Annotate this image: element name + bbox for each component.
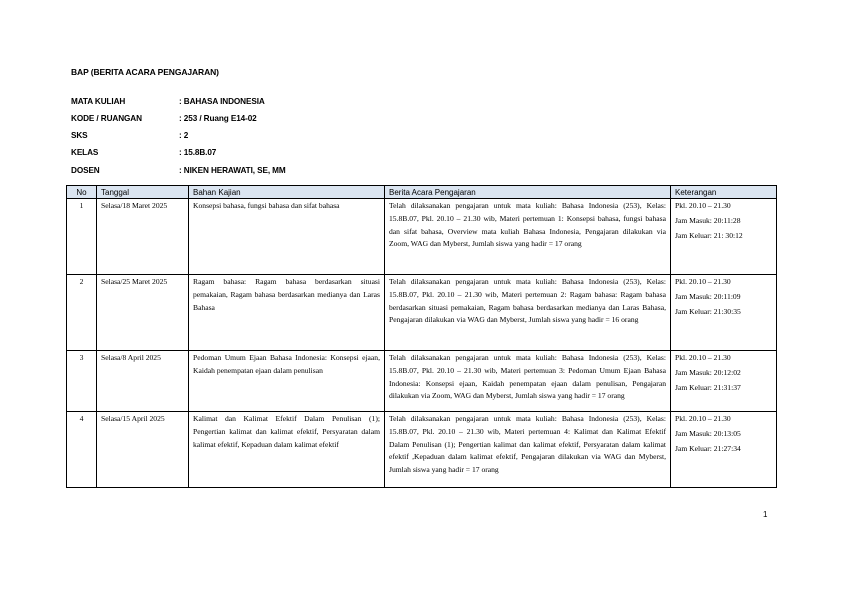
- header-bahan-kajian: Bahan Kajian: [189, 186, 385, 199]
- meta-label: SKS: [71, 131, 88, 140]
- cell-no: 3: [67, 351, 97, 412]
- cell-keterangan: [671, 412, 777, 488]
- ket-jam-masuk: Jam Masuk: 20:13:05: [675, 428, 741, 438]
- meta-label: KODE / RUANGAN: [71, 114, 142, 123]
- bap-table: [66, 185, 777, 488]
- table-row: [67, 412, 777, 488]
- cell-keterangan: [671, 275, 777, 351]
- cell-berita-acara: Telah dilaksanakan pengajaran untuk mata kuliah: Bahasa Indonesia (253), Kelas: 15.8B.07, Pkl. 20.10 – 21.30 wib, Materi pertemuan 2: Ragam bahasa: Ragam bahasa berdasarkan situasi pemakaian, Ragam bahasa berdasarkan medianya dan Laras Bahasa, Pengajaran dilakukan via WAG dan Myberst, Jumlah siswa yang hadir = 16 orang: [385, 275, 671, 351]
- meta-label: MATA KULIAH: [71, 97, 126, 106]
- cell-bahan-kajian: Kalimat dan Kalimat Efektif Dalam Penulisan (1); Pengertian kalimat dan kalimat efektif, Persyaratan dalam kalimat efektif, Kepaduan dalam kalimat efektif: [189, 412, 385, 488]
- meta-label: DOSEN: [71, 166, 100, 175]
- ket-jam-keluar: Jam Keluar: 21:31:37: [675, 382, 741, 392]
- cell-keterangan: [671, 199, 777, 275]
- meta-row-kelas: [71, 148, 216, 157]
- cell-berita-acara: Telah dilaksanakan pengajaran untuk mata kuliah: Bahasa Indonesia (253), Kelas: 15.8B.07, Pkl. 20.10 – 21.30 wib, Materi pertemuan 4: Kalimat dan Kalimat Efektif Dalam Penulisan (1); Pengertian kalimat dan kalimat efektif, Persyaratan dalam kalimat efektif ,Kepaduan dalam kalimat efektif, Pengajaran dilakukan via WAG dan Myberst, Jumlah siswa yang hadir = 17 orang: [385, 412, 671, 488]
- ket-pukul: Pkl. 20.10 – 21.30: [675, 414, 731, 423]
- ket-jam-keluar: Jam Keluar: 21:27:34: [675, 443, 741, 453]
- meta-row-mata-kuliah: [71, 97, 265, 106]
- header-tanggal: Tanggal: [97, 186, 189, 199]
- ket-jam-masuk: Jam Masuk: 20:11:09: [675, 291, 741, 301]
- cell-berita-acara: Telah dilaksanakan pengajaran untuk mata kuliah: Bahasa Indonesia (253), Kelas: 15.8B.07, Pkl. 20.10 – 21.30 wib, Materi pertemuan 3: Pedoman Umum Ejaan Bahasa Indonesia: Konsepsi ejaan, Kaidah penempatan ejaan dalam penulisan, Pengajaran dilakukan via Zoom, WAG dan Myberst, Jumlah siswa yang hadir = 17 orang: [385, 351, 671, 412]
- ket-jam-masuk: Jam Masuk: 20:11:28: [675, 215, 741, 225]
- meta-row-sks: [71, 131, 188, 140]
- cell-tanggal: Selasa/18 Maret 2025: [97, 199, 189, 275]
- meta-value: : NIKEN HERAWATI, SE, MM: [179, 166, 286, 175]
- header-keterangan: Keterangan: [671, 186, 777, 199]
- header-no: No: [67, 186, 97, 199]
- meta-row-kode-ruangan: [71, 114, 257, 123]
- ket-pukul: Pkl. 20.10 – 21.30: [675, 277, 731, 286]
- meta-value: : 2: [179, 131, 189, 140]
- meta-row-dosen: [71, 166, 286, 175]
- cell-no: 2: [67, 275, 97, 351]
- meta-value: : 253 / Ruang E14-02: [179, 114, 257, 123]
- ket-pukul: Pkl. 20.10 – 21.30: [675, 353, 731, 362]
- page-number: 1: [763, 510, 768, 519]
- meta-value: : BAHASA INDONESIA: [179, 97, 265, 106]
- meta-value: : 15.8B.07: [179, 148, 217, 157]
- ket-jam-keluar: Jam Keluar: 21: 30:12: [675, 230, 743, 240]
- meta-label: KELAS: [71, 148, 99, 157]
- header-berita-acara: Berita Acara Pengajaran: [385, 186, 671, 199]
- table-header-row: [67, 186, 777, 199]
- cell-berita-acara: Telah dilaksanakan pengajaran untuk mata kuliah: Bahasa Indonesia (253), Kelas: 15.8B.07, Pkl. 20.10 – 21.30 wib, Materi pertemuan 1: Konsepsi bahasa, fungsi bahasa dan sifat bahasa, Overview mata kuliah Bahasa Indonesia, Pengajaran dilakukan via Zoom, WAG dan Myberst, Jumlah siswa yang hadir = 17 orang: [385, 199, 671, 275]
- ket-pukul: Pkl. 20.10 – 21.30: [675, 201, 731, 210]
- cell-bahan-kajian: Konsepsi bahasa, fungsi bahasa dan sifat bahasa: [189, 199, 385, 275]
- document-title: BAP (BERITA ACARA PENGAJARAN): [71, 67, 219, 77]
- cell-tanggal: Selasa/15 April 2025: [97, 412, 189, 488]
- ket-jam-keluar: Jam Keluar: 21:30:35: [675, 306, 741, 316]
- table-row: [67, 275, 777, 351]
- cell-bahan-kajian: Pedoman Umum Ejaan Bahasa Indonesia: Konsepsi ejaan, Kaidah penempatan ejaan dalam penulisan: [189, 351, 385, 412]
- ket-jam-masuk: Jam Masuk: 20:12:02: [675, 367, 741, 377]
- cell-keterangan: [671, 351, 777, 412]
- table-row: [67, 351, 777, 412]
- cell-no: 1: [67, 199, 97, 275]
- cell-no: 4: [67, 412, 97, 488]
- cell-tanggal: Selasa/8 April 2025: [97, 351, 189, 412]
- cell-bahan-kajian: Ragam bahasa: Ragam bahasa berdasarkan situasi pemakaian, Ragam bahasa berdasarkan medianya dan Laras Bahasa: [189, 275, 385, 351]
- table-row: [67, 199, 777, 275]
- cell-tanggal: Selasa/25 Maret 2025: [97, 275, 189, 351]
